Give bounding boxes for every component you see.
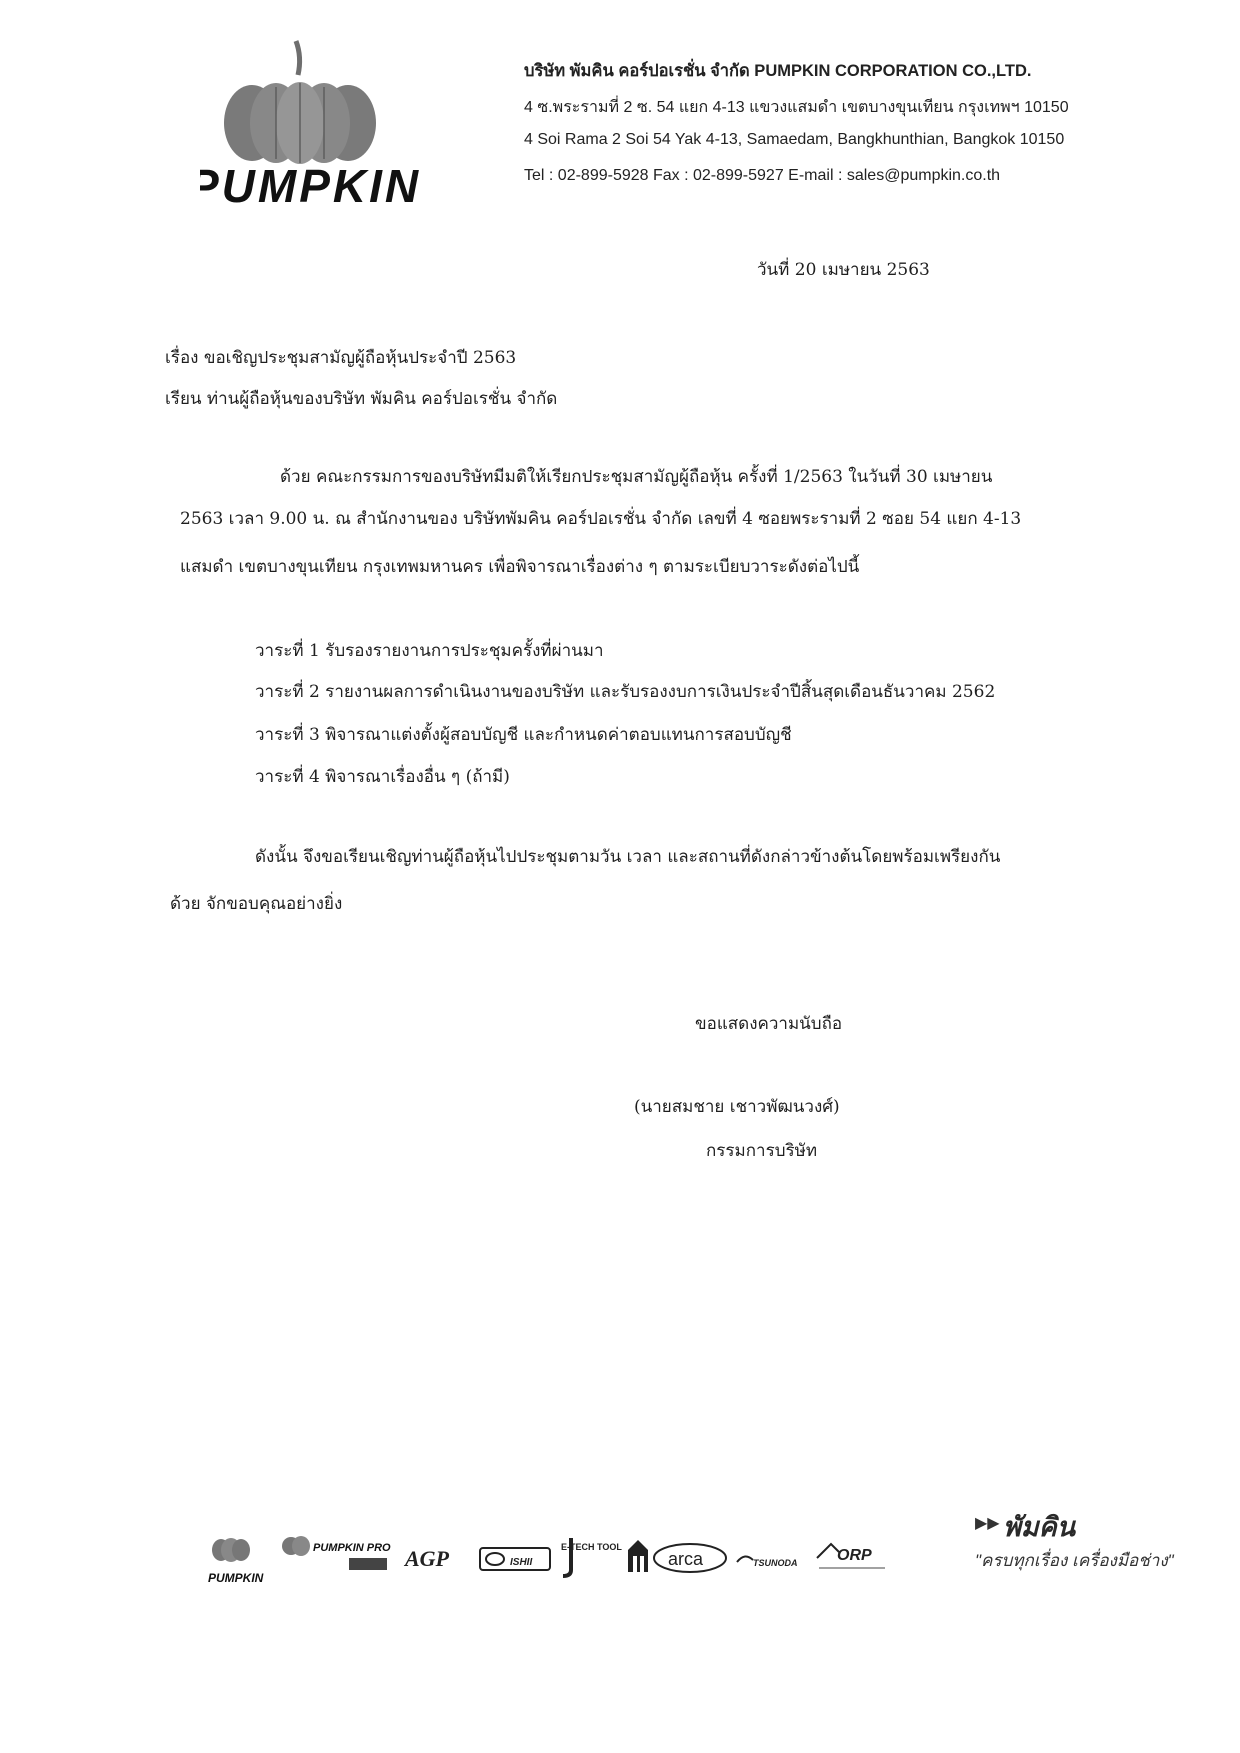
brand-label: AGP bbox=[405, 1546, 449, 1571]
brand-ishii-logo bbox=[480, 1548, 550, 1570]
brand-arca-logo bbox=[654, 1544, 726, 1572]
brand-orp-logo bbox=[817, 1544, 885, 1568]
company-logo bbox=[200, 35, 480, 210]
closing-line: ดังนั้น จึงขอเรียนเชิญท่านผู้ถือหุ้นไปประชุมตามวัน เวลา และสถานที่ดังกล่าวข้างต้นโดยพร้อมเพรียงกัน bbox=[255, 847, 1001, 867]
brand-pumpkin-logo bbox=[208, 1538, 264, 1585]
paragraph-line: ด้วย คณะกรรมการของบริษัทมีมติให้เรียกประชุมสามัญผู้ถือหุ้น ครั้งที่ 1/2563 ในวันที่ 30 เมษายน bbox=[280, 467, 993, 487]
footer-brand-strip bbox=[205, 1528, 975, 1590]
brand-label: TSUNODA bbox=[753, 1558, 798, 1568]
brand-label: ISHII bbox=[510, 1557, 533, 1568]
letter-subject: เรื่อง ขอเชิญประชุมสามัญผู้ถือหุ้นประจำปี 2563 bbox=[165, 348, 517, 368]
brand-label: E-TECH TOOL bbox=[561, 1542, 622, 1552]
brand-logos bbox=[205, 1528, 975, 1590]
brand-etech-logo bbox=[561, 1538, 622, 1576]
paragraph-line: แสมดำ เขตบางขุนเทียน กรุงเทพมหานคร เพื่อพิจารณาเรื่องต่าง ๆ ตามระเบียบวาระดังต่อไปนี้ bbox=[180, 557, 860, 577]
letter-date: วันที่ 20 เมษายน 2563 bbox=[757, 260, 930, 280]
closing-line: ด้วย จักขอบคุณอย่างยิ่ง bbox=[170, 894, 343, 914]
company-contact: Tel : 02-899-5928 Fax : 02-899-5927 E-mail : sales@pumpkin.co.th bbox=[524, 167, 1001, 184]
closing-regards: ขอแสดงความนับถือ bbox=[695, 1014, 843, 1034]
signer-title: กรรมการบริษัท bbox=[706, 1141, 818, 1161]
agenda-item: วาระที่ 2 รายงานผลการดำเนินงานของบริษัท และรับรองงบการเงินประจำปีสิ้นสุดเดือนธันวาคม 2562 bbox=[255, 682, 996, 702]
slogan-title: พัมคิน bbox=[1003, 1512, 1076, 1542]
signer-name: (นายสมชาย เชาวพัฒนวงศ์) bbox=[634, 1097, 840, 1117]
brand-label: PUMPKIN bbox=[208, 1571, 264, 1585]
company-name: บริษัท พัมคิน คอร์ปอเรชั่น จำกัด PUMPKIN CORPORATION CO.,LTD. bbox=[524, 62, 1032, 80]
brand-label: arca bbox=[668, 1549, 704, 1569]
agenda-item: วาระที่ 3 พิจารณาแต่งตั้งผู้สอบบัญชี และกำหนดค่าตอบแทนการสอบบัญชี bbox=[255, 725, 792, 745]
brand-building-icon bbox=[628, 1540, 648, 1572]
double-arrow-icon: ▶▶ bbox=[975, 1515, 1000, 1532]
agenda-item: วาระที่ 1 รับรองรายงานการประชุมครั้งที่ผ่านมา bbox=[255, 641, 604, 661]
brand-label: ORP bbox=[837, 1547, 872, 1564]
brand-agp-logo bbox=[403, 1546, 450, 1571]
company-address-english: 4 Soi Rama 2 Soi 54 Yak 4-13, Samaedam, Bangkhunthian, Bangkok 10150 bbox=[524, 131, 1065, 148]
paragraph-line: 2563 เวลา 9.00 น. ณ สำนักงานของ บริษัทพัมคิน คอร์ปอเรชั่น จำกัด เลขที่ 4 ซอยพระรามที่ 2 ซอย 54 แยก 4-13 bbox=[180, 509, 1022, 529]
brand-tsunoda-logo bbox=[737, 1556, 798, 1568]
letter-salutation: เรียน ท่านผู้ถือหุ้นของบริษัท พัมคิน คอร์ปอเรชั่น จำกัด bbox=[165, 389, 558, 409]
brand-pumpkin-pro-logo bbox=[282, 1536, 391, 1570]
slogan-subtitle: "ครบทุกเรื่อง เครื่องมือช่าง" bbox=[975, 1551, 1174, 1570]
logo-wordmark: PUMPKIN bbox=[200, 160, 422, 210]
company-address-thai: 4 ซ.พระรามที่ 2 ซ. 54 แยก 4-13 แขวงแสมดำ เขตบางขุนเทียน กรุงเทพฯ 10150 bbox=[524, 99, 1069, 116]
footer-slogan bbox=[975, 1505, 1215, 1585]
pumpkin-logo-icon bbox=[200, 35, 480, 210]
brand-label: PUMPKIN PRO bbox=[313, 1542, 391, 1554]
agenda-item: วาระที่ 4 พิจารณาเรื่องอื่น ๆ (ถ้ามี) bbox=[255, 767, 510, 787]
